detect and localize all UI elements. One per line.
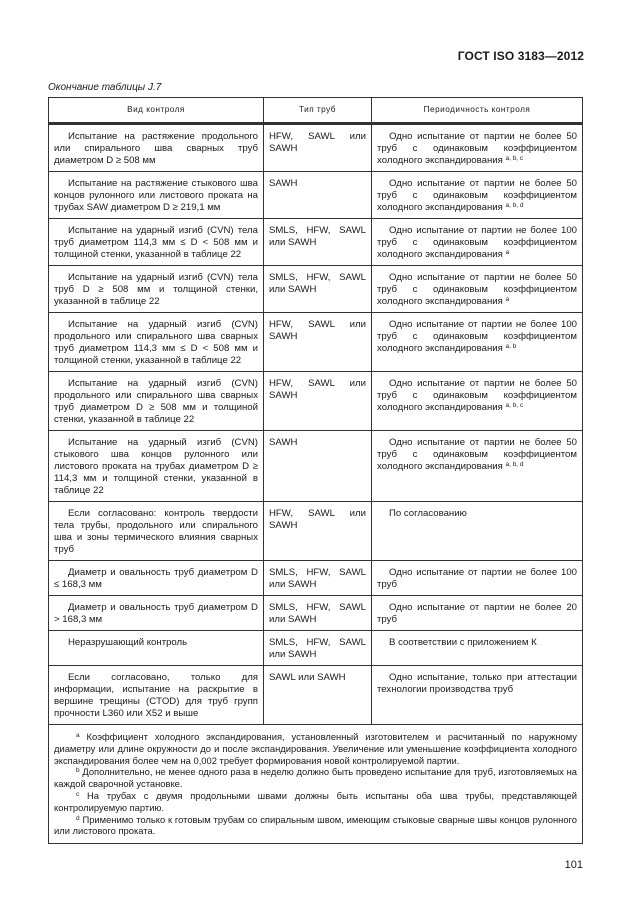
footnote-ref: a, b, d (505, 461, 524, 468)
cell-test: Если согласовано: контроль твердости тела трубы, продольного или спирального шва и зоны термического влияния сварных труб (49, 502, 264, 561)
control-table (48, 97, 583, 844)
cell-frequency: Одно испытание от партии не более 100 труб (372, 561, 583, 596)
footnote-ref: a, b, c (505, 402, 524, 409)
footnote-ref: a (505, 249, 510, 256)
table-caption: Окончание таблицы J.7 (48, 82, 162, 93)
cell-test: Испытание на растяжение продольного или спирального шва сварных труб диаметром D ≥ 508 мм (49, 125, 264, 172)
cell-test: Испытание на ударный изгиб (CVN) продольного или спирального шва сварных труб диаметром 114,3 мм ≤ D < 508 мм и толщиной стенки, указанной в таблице 22 (49, 313, 264, 372)
cell-frequency: В соответствии с приложением К (372, 631, 583, 666)
cell-pipe-type: SAWH (264, 172, 372, 219)
footnote-ref: a (505, 296, 510, 303)
table-row (49, 266, 583, 313)
table-row (49, 502, 583, 561)
table-row (49, 313, 583, 372)
cell-pipe-type: SMLS, HFW, SAWL или SAWH (264, 219, 372, 266)
table-row (49, 372, 583, 431)
cell-pipe-type: HFW, SAWL или SAWH (264, 313, 372, 372)
footnote-c: $^c$ На трубах с двумя продольными швами должны быть испытаны оба шва трубы, представляющей контролируемую партию. (54, 789, 577, 813)
page-number: 101 (564, 859, 583, 871)
column-header-frequency: Периодичность контроля (372, 98, 583, 124)
cell-test: Испытание на ударный изгиб (CVN) тела труб диаметром 114,3 мм ≤ D < 508 мм и толщиной стенки, указанной в таблице 22 (49, 219, 264, 266)
cell-frequency: Одно испытание от партии не более 100 труб с одинаковым коэффициентом холодного экспандирования $^a$ (372, 219, 583, 266)
cell-frequency: Одно испытание от партии не более 50 труб с одинаковым коэффициентом холодного экспандирования $^a$ (372, 266, 583, 313)
cell-frequency: Одно испытание от партии не более 50 труб с одинаковым коэффициентом холодного экспандирования $^{a, b, c}$ (372, 372, 583, 431)
cell-test: Если согласовано, только для информации, испытание на раскрытие в вершине трещины (CTOD) для труб групп прочности L360 или X52 и выше (49, 666, 264, 725)
cell-test: Испытание на растяжение стыкового шва концов рулонного или листового проката на трубах SAW диаметром D ≥ 219,1 мм (49, 172, 264, 219)
cell-frequency: По согласованию (372, 502, 583, 561)
cell-frequency: Одно испытание от партии не более 50 труб с одинаковым коэффициентом холодного экспандирования $^{a, b, c}$ (372, 125, 583, 172)
footnote-ref: a, b (505, 343, 517, 350)
footnote-d: $^d$ Применимо только к готовым трубам со спиральным швом, имеющим стыковые сварные швы концов рулонного или листового проката. (54, 813, 577, 837)
document-id: ГОСТ ISO 3183—2012 (457, 49, 584, 63)
footnote-ref: a, b, d (505, 202, 524, 209)
footnote-b: $^b$ Дополнительно, не менее одного раза в неделю должно быть проведено испытание для труб, изготовляемых на каждой сварочной установке. (54, 766, 577, 790)
table-row (49, 219, 583, 266)
cell-test: Диаметр и овальность труб диаметром D > 168,3 мм (49, 596, 264, 631)
cell-pipe-type: HFW, SAWL или SAWH (264, 502, 372, 561)
cell-frequency: Одно испытание от партии не более 20 труб (372, 596, 583, 631)
cell-pipe-type: SMLS, HFW, SAWL или SAWH (264, 266, 372, 313)
column-header-test: Вид контроля (49, 98, 264, 124)
cell-test: Испытание на ударный изгиб (CVN) стыкового шва концов рулонного или листового проката на трубах диаметром D ≥ 114,3 мм и толщиной стенки, указанной в таблице 22 (49, 431, 264, 502)
footnotes-row (49, 725, 583, 844)
table-row (49, 631, 583, 666)
cell-pipe-type: SAWL или SAWH (264, 666, 372, 725)
cell-pipe-type: SAWH (264, 431, 372, 502)
cell-test: Неразрушающий контроль (49, 631, 264, 666)
footnote-a: $^a$ Коэффициент холодного экспандирования, установленный изготовителем и расчитанный по наружному диаметру или длине окружности до и после экспандирования. Увеличение или уменьшение коэффициента холодного экспандирования более чем на 0,002 требует формирования новой контролируемой партии. (54, 731, 577, 766)
footnote-ref: a, b, c (505, 155, 524, 162)
column-header-pipe: Тип труб (264, 98, 372, 124)
table-row (49, 666, 583, 725)
cell-test: Диаметр и овальность труб диаметром D ≤ 168,3 мм (49, 561, 264, 596)
cell-pipe-type: SMLS, HFW, SAWL или SAWH (264, 631, 372, 666)
cell-frequency: Одно испытание от партии не более 100 труб с одинаковым коэффициентом холодного экспандирования $^{a, b}$ (372, 313, 583, 372)
cell-test: Испытание на ударный изгиб (CVN) тела труб D ≥ 508 мм и толщиной стенки, указанной в таблице 22 (49, 266, 264, 313)
table-header-row (49, 98, 583, 124)
cell-pipe-type: SMLS, HFW, SAWL или SAWH (264, 561, 372, 596)
footnotes (49, 725, 583, 844)
table-row (49, 561, 583, 596)
cell-pipe-type: HFW, SAWL или SAWH (264, 372, 372, 431)
cell-frequency: Одно испытание от партии не более 50 труб с одинаковым коэффициентом холодного экспандирования $^{a, b, d}$ (372, 431, 583, 502)
cell-frequency: Одно испытание, только при аттестации технологии производства труб (372, 666, 583, 725)
table-row (49, 172, 583, 219)
table-row (49, 125, 583, 172)
cell-pipe-type: SMLS, HFW, SAWL или SAWH (264, 596, 372, 631)
cell-test: Испытание на ударный изгиб (CVN) продольного или спирального шва сварных труб диаметром D ≥ 508 мм и толщиной стенки, указанной в таблице 22 (49, 372, 264, 431)
cell-pipe-type: HFW, SAWL или SAWH (264, 125, 372, 172)
table-row (49, 431, 583, 502)
cell-frequency: Одно испытание от партии не более 50 труб с одинаковым коэффициентом холодного экспандирования $^{a, b, d}$ (372, 172, 583, 219)
table-row (49, 596, 583, 631)
